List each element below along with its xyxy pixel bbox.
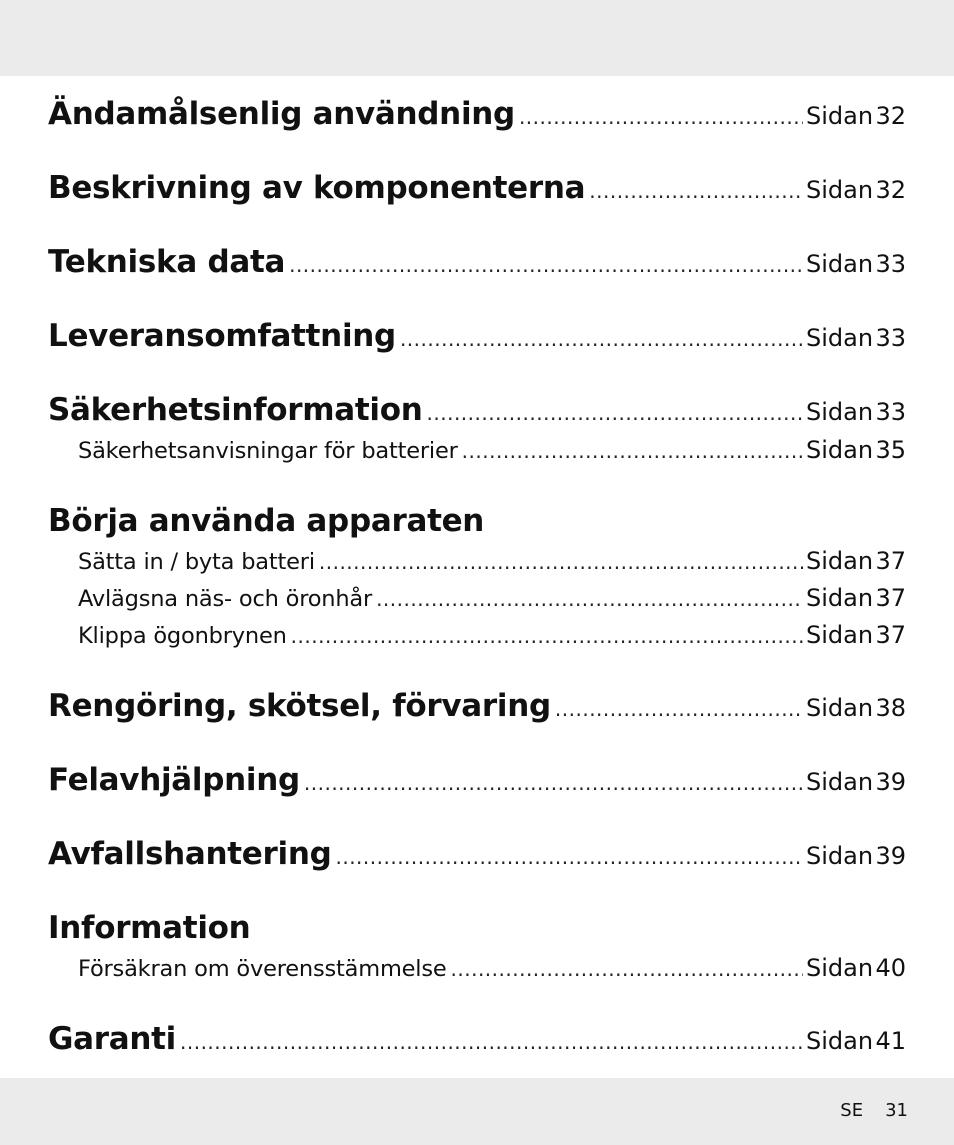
dot-leader (335, 845, 803, 869)
toc-entry-andamalsenlig-anvandning[interactable] (48, 96, 906, 132)
toc-subentry-avlagsna-nas-och-oronhar[interactable] (78, 584, 906, 612)
toc-entry-garanti[interactable] (48, 1021, 906, 1057)
toc-entry-tekniska-data[interactable] (48, 244, 906, 280)
page-reference: Sidan 33 (806, 250, 906, 278)
page-reference: Sidan 32 (806, 102, 906, 130)
page-reference: Sidan 37 (806, 547, 906, 575)
page-reference: Sidan 39 (806, 842, 906, 870)
toc-entry-title: Avfallshantering (48, 836, 332, 872)
dot-leader (589, 179, 803, 203)
toc-entry-title: Leveransomfattning (48, 318, 396, 354)
toc-entry-title: Rengöring, skötsel, förvaring (48, 688, 551, 724)
toc-entry-title: Garanti (48, 1021, 176, 1057)
page-reference: Sidan 38 (806, 694, 906, 722)
dot-leader (555, 697, 803, 721)
bottom-margin-band (0, 1078, 954, 1145)
dot-leader (427, 401, 803, 425)
toc-subentry-satta-in-byta-batteri[interactable] (78, 547, 906, 575)
page-reference: Sidan 33 (806, 324, 906, 352)
page-footer (840, 1100, 908, 1121)
footer-language-code: SE (840, 1100, 864, 1121)
toc-entry-avfallshantering[interactable] (48, 836, 906, 872)
toc-entry-leveransomfattning[interactable] (48, 318, 906, 354)
page-reference: Sidan 37 (806, 621, 906, 649)
toc-entry-rengoring-skotsel-forvaring[interactable] (48, 688, 906, 724)
toc-entry-title: Tekniska data (48, 244, 286, 280)
toc-subentry-title: Försäkran om överensstämmelse (78, 956, 447, 982)
page-reference: Sidan 35 (806, 436, 906, 464)
page-reference: Sidan 33 (806, 398, 906, 426)
dot-leader (451, 957, 803, 981)
toc-entry-sakerhetsinformation[interactable] (48, 392, 906, 428)
toc-heading-information[interactable]: Information (48, 910, 251, 946)
toc-entry-title: Felavhjälpning (48, 762, 300, 798)
footer-page-number: 31 (885, 1100, 908, 1121)
page-reference: Sidan 37 (806, 584, 906, 612)
toc-entry-title: Beskrivning av komponenterna (48, 170, 586, 206)
page-reference: Sidan 39 (806, 768, 906, 796)
toc-subentry-title: Säkerhetsanvisningar för batterier (78, 438, 458, 464)
toc-subentry-klippa-ogonbrynen[interactable] (78, 621, 906, 649)
toc-heading-borja-anvanda-apparaten[interactable]: Börja använda apparaten (48, 503, 485, 539)
dot-leader (304, 771, 803, 795)
toc-subentry-title: Avlägsna näs- och öronhår (78, 586, 373, 612)
page-reference: Sidan 32 (806, 176, 906, 204)
page-reference: Sidan 40 (806, 954, 906, 982)
dot-leader (180, 1030, 803, 1054)
toc-entry-title: Säkerhetsinformation (48, 392, 423, 428)
toc-subentry-title: Klippa ögonbrynen (78, 623, 287, 649)
dot-leader (462, 439, 803, 463)
toc-entry-beskrivning-av-komponenterna[interactable] (48, 170, 906, 206)
dot-leader (319, 550, 803, 574)
toc-subentry-title: Sätta in / byta batteri (78, 549, 315, 575)
dot-leader (519, 105, 803, 129)
dot-leader (400, 327, 803, 351)
toc-subentry-sakerhetsanvisningar[interactable] (78, 436, 906, 464)
dot-leader (289, 253, 803, 277)
top-margin-band (0, 0, 954, 76)
toc-subentry-forsakran-om-overensstammelse[interactable] (78, 954, 906, 982)
toc-entry-title: Ändamålsenlig användning (48, 96, 515, 132)
page-reference: Sidan 41 (806, 1027, 906, 1055)
toc-entry-felavhjalpning[interactable] (48, 762, 906, 798)
dot-leader (291, 624, 803, 648)
dot-leader (376, 587, 803, 611)
